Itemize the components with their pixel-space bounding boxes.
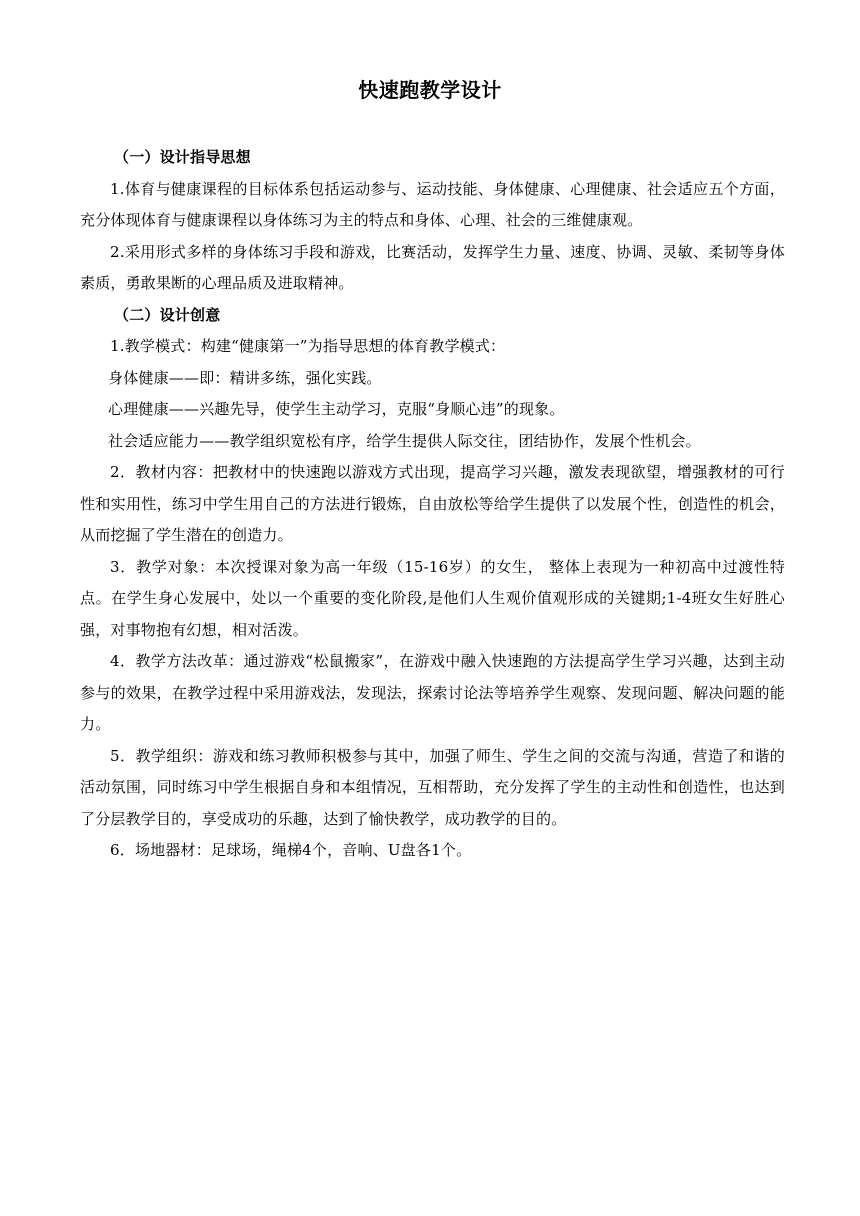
paragraph-health-goals: 1.体育与健康课程的目标体系包括运动参与、运动技能、身体健康、心理健康、社会适应五个方面，充分体现体育与健康课程以身体练习为主的特点和身体、心理、社会的三维健康观。 xyxy=(80,179,785,229)
paragraph-mental-health: 心理健康——兴趣先导，使学生主动学习，克服“身顺心违”的现象。 xyxy=(108,400,565,418)
paragraph-physical-health: 身体健康——即：精讲多练，强化实践。 xyxy=(108,368,382,387)
paragraph-teaching-target: 3．教学对象：本次授课对象为高一年级（15-16岁）的女生， 整体上表现为一种初高中过渡性特点。在学生身心发展中，处以一个重要的变化阶段,是他们人生观价值观形成的关键期;1-4班女生好胜心强，对事物抱有幻想，相对活泼。 xyxy=(80,557,785,639)
section-heading-guiding-idea: （一）设计指导思想 xyxy=(114,148,251,166)
paragraph-social-adaptation: 社会适应能力——教学组织宽松有序，给学生提供人际交往，团结协作，发展个性机会。 xyxy=(108,431,701,450)
paragraph-venue-equipment: 6．场地器材：足球场，绳梯4个，音响、U盘各1个。 xyxy=(110,841,472,859)
paragraph-method-reform: 4．教学方法改革：通过游戏“松鼠搬家”，在游戏中融入快速跑的方法提高学生学习兴趣，达到主动参与的效果，在教学过程中采用游戏法，发现法，探索讨论法等培养学生观察、发现问题、解决问题的能力。 xyxy=(80,652,785,733)
paragraph-teaching-mode: 1.教学模式：构建“健康第一”为指导思想的体育教学模式： xyxy=(110,337,506,355)
paragraph-teaching-organization: 5．教学组织：游戏和练习教师积极参与其中，加强了师生、学生之间的交流与沟通，营造了和谐的活动氛围，同时练习中学生根据自身和本组情况，互相帮助，充分发挥了学生的主动性和创造性，也达到了分层教学目的，享受成功的乐趣，达到了愉快教学，成功教学的目的。 xyxy=(80,746,785,828)
section-heading-design-idea: （二）设计创意 xyxy=(114,305,221,324)
paragraph-practice-methods: 2.采用形式多样的身体练习手段和游戏，比赛活动，发挥学生力量、速度、协调、灵敏、柔韧等身体素质，勇敢果断的心理品质及进取精神。 xyxy=(80,242,785,292)
document-title: 快速跑教学设计 xyxy=(358,78,502,102)
paragraph-teaching-content: 2．教材内容：把教材中的快速跑以游戏方式出现，提高学习兴趣，激发表现欲望，增强教材的可行性和实用性，练习中学生用自己的方法进行锻炼，自由放松等给学生提供了以发展个性，创造性的机会，从而挖掘了学生潜在的创造力。 xyxy=(80,463,785,544)
document-body xyxy=(80,142,785,867)
